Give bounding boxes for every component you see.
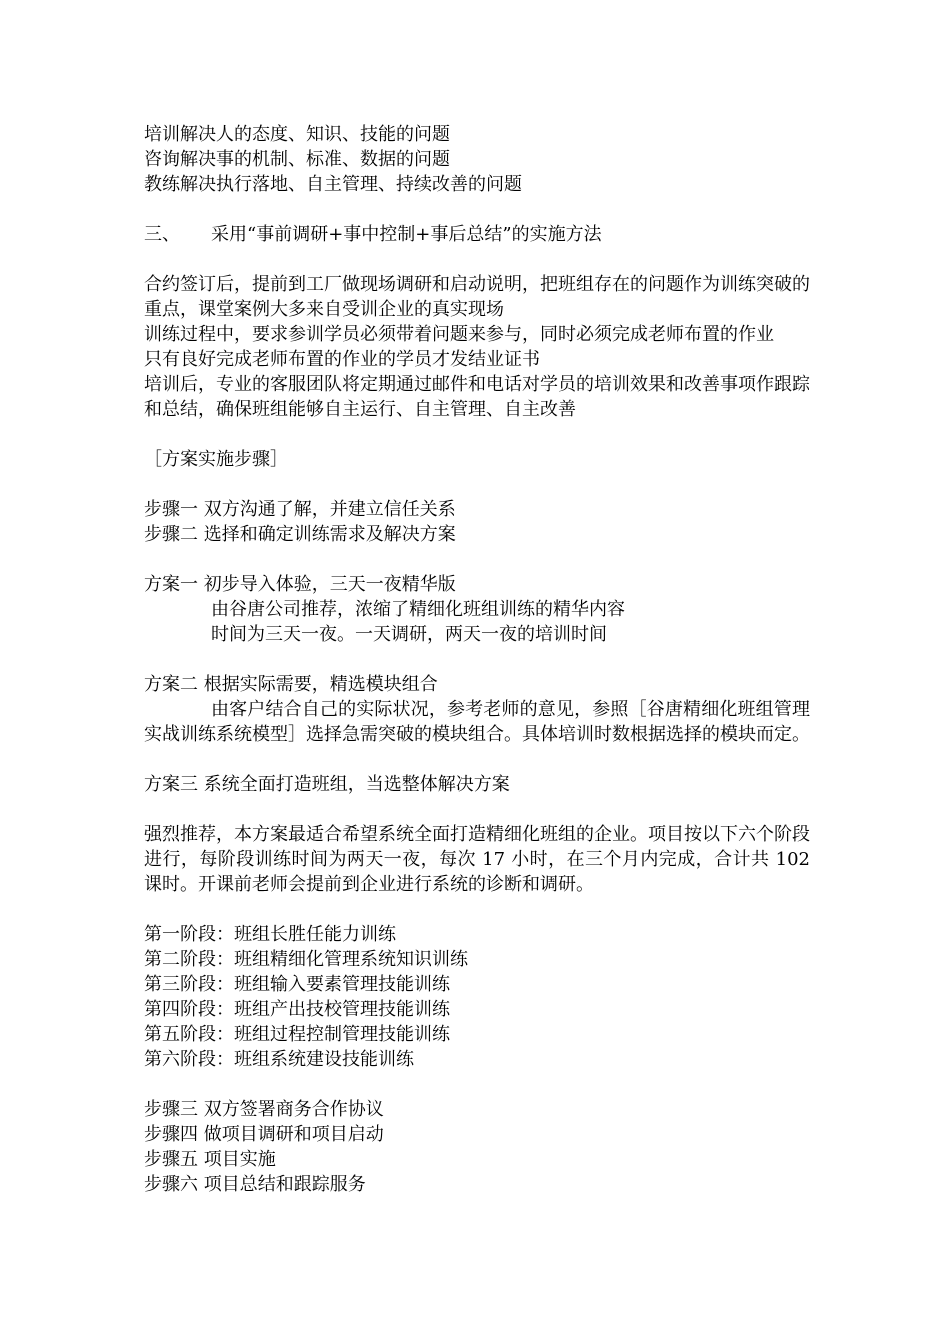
step-item: 步骤一 双方沟通了解，并建立信任关系 bbox=[144, 499, 456, 520]
step-item: 步骤二 选择和确定训练需求及解决方案 bbox=[144, 524, 456, 545]
section-three-heading bbox=[144, 222, 810, 247]
text-line: 教练解决执行落地、自主管理、持续改善的问题 bbox=[144, 174, 522, 195]
plan-body: 强烈推荐，本方案最适合希望系统全面打造精细化班组的企业。项目按以下六个阶段进行，每阶段训练时间为两天一夜，每次 17 小时，在三个月内完成，合计共 102 课时。开课前老师会提前到企业进行系统的诊断和调研。 bbox=[144, 824, 810, 895]
stage-list bbox=[144, 922, 810, 1072]
step-item: 步骤五 项目实施 bbox=[144, 1149, 276, 1170]
stage-item: 第二阶段：班组精细化管理系统知识训练 bbox=[144, 949, 468, 970]
plan-body: 由客户结合自己的实际状况，参考老师的意见，参照［谷唐精细化班组管理实战训练系统模型］选择急需突破的模块组合。具体培训时数根据选择的模块而定。 bbox=[144, 699, 810, 745]
text-line: 咨询解决事的机制、标准、数据的问题 bbox=[144, 149, 450, 170]
text-line: 培训解决人的态度、知识、技能的问题 bbox=[144, 124, 450, 145]
section-two-tail bbox=[144, 122, 810, 197]
plan-line: 由谷唐公司推荐，浓缩了精细化班组训练的精华内容 bbox=[211, 599, 625, 620]
step-item: 步骤四 做项目调研和项目启动 bbox=[144, 1124, 384, 1145]
section-three-body bbox=[144, 272, 810, 422]
paragraph: 培训后，专业的客服团队将定期通过邮件和电话对学员的培训效果和改善事项作跟踪和总结，确保班组能够自主运行、自主管理、自主改善 bbox=[144, 374, 810, 420]
steps-list-b bbox=[144, 1097, 810, 1197]
stage-item: 第三阶段：班组输入要素管理技能训练 bbox=[144, 974, 450, 995]
stage-item: 第五阶段：班组过程控制管理技能训练 bbox=[144, 1024, 450, 1045]
implementation-heading: ［方案实施步骤］ bbox=[144, 449, 288, 470]
paragraph: 合约签订后，提前到工厂做现场调研和启动说明，把班组存在的问题作为训练突破的重点，课堂案例大多来自受训企业的真实现场 bbox=[144, 274, 810, 320]
stage-item: 第四阶段：班组产出技校管理技能训练 bbox=[144, 999, 450, 1020]
document-page bbox=[144, 122, 810, 1197]
plan-line: 时间为三天一夜。一天调研，两天一夜的培训时间 bbox=[211, 624, 607, 645]
plan-title: 方案一 初步导入体验，三天一夜精华版 bbox=[144, 574, 456, 595]
step-item: 步骤六 项目总结和跟踪服务 bbox=[144, 1174, 366, 1195]
plan-title: 方案三 系统全面打造班组，当选整体解决方案 bbox=[144, 774, 510, 795]
paragraph: 只有良好完成老师布置的作业的学员才发结业证书 bbox=[144, 349, 540, 370]
step-item: 步骤三 双方签署商务合作协议 bbox=[144, 1099, 384, 1120]
stage-item: 第六阶段：班组系统建设技能训练 bbox=[144, 1049, 414, 1070]
plan-three bbox=[144, 772, 810, 1072]
plan-one bbox=[144, 572, 810, 647]
plan-two bbox=[144, 672, 810, 747]
paragraph: 训练过程中，要求参训学员必须带着问题来参与，同时必须完成老师布置的作业 bbox=[144, 324, 774, 345]
plan-title: 方案二 根据实际需要，精选模块组合 bbox=[144, 674, 438, 695]
section-title: 采用“事前调研+事中控制+事后总结”的实施方法 bbox=[211, 224, 602, 245]
section-number: 三、 bbox=[144, 224, 180, 245]
steps-list-a bbox=[144, 497, 810, 547]
stage-item: 第一阶段：班组长胜任能力训练 bbox=[144, 924, 396, 945]
